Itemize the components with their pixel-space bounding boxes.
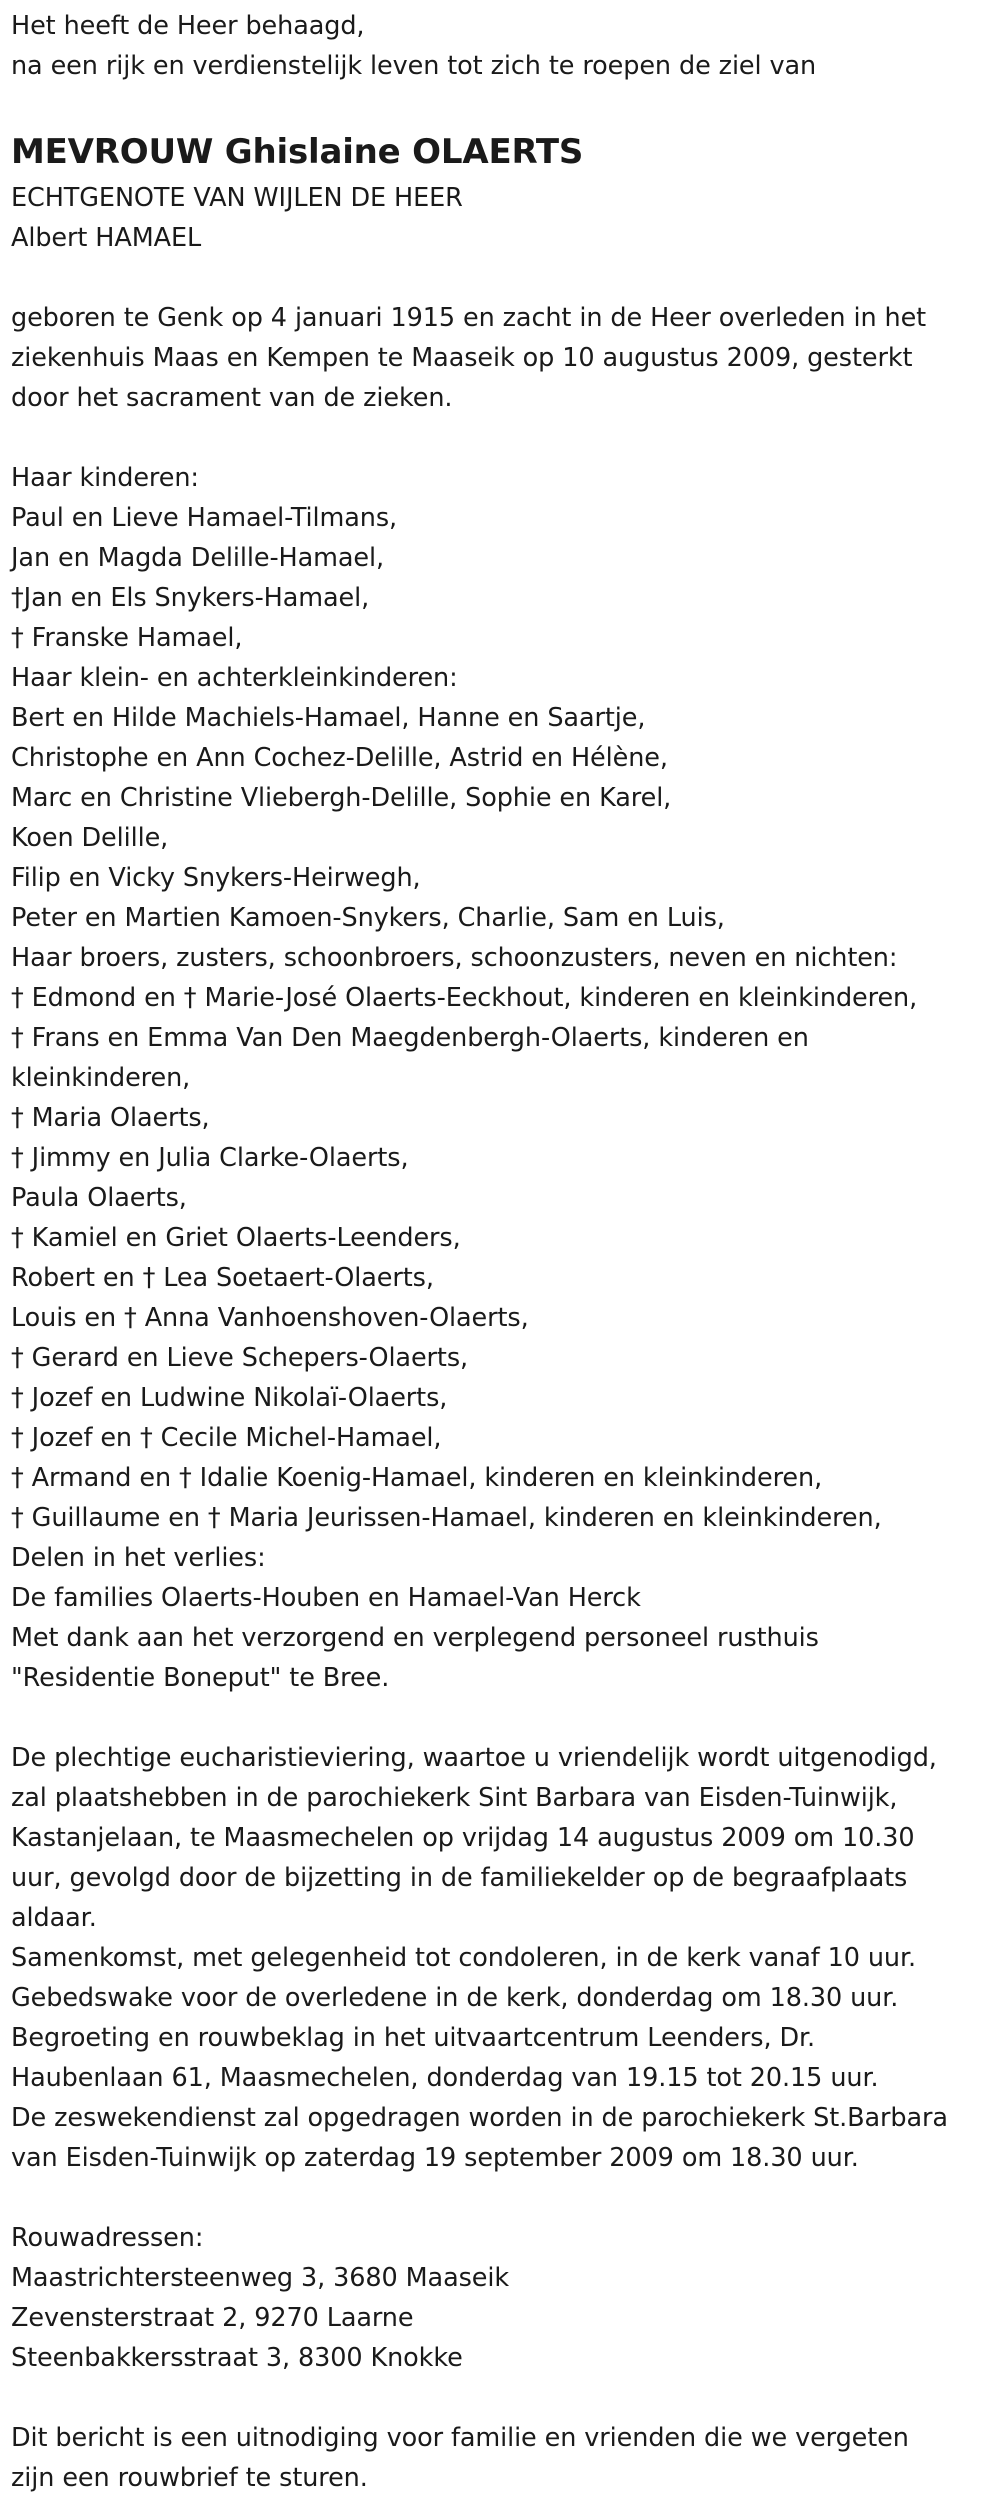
family-line: † Armand en † Idalie Koenig-Hamael, kinderen en kleinkinderen,	[11, 1463, 823, 1493]
family-line: Christophe en Ann Cochez-Delille, Astrid en Hélène,	[11, 743, 668, 773]
spouse-line: ECHTGENOTE VAN WIJLEN DE HEER	[11, 183, 463, 213]
ceremony-line: Kastanjelaan, te Maasmechelen op vrijdag 14 augustus 2009 om 10.30	[11, 1823, 915, 1853]
birth-death-line: geboren te Genk op 4 januari 1915 en zacht in de Heer overleden in het	[11, 303, 927, 333]
spacer	[11, 2178, 996, 2218]
ceremony-line: aldaar.	[11, 1903, 97, 1933]
ceremony-line: De plechtige eucharistieviering, waartoe u vriendelijk wordt uitgenodigd,	[11, 1743, 937, 1773]
family-line: "Residentie Boneput" te Bree.	[11, 1663, 390, 1693]
family-line: † Gerard en Lieve Schepers-Olaerts,	[11, 1343, 469, 1373]
ceremony-line: van Eisden-Tuinwijk op zaterdag 19 september 2009 om 18.30 uur.	[11, 2143, 859, 2173]
family-line: Haar klein- en achterkleinkinderen:	[11, 663, 458, 693]
family-line: † Guillaume en † Maria Jeurissen-Hamael, kinderen en kleinkinderen,	[11, 1503, 882, 1533]
family-line: Haar broers, zusters, schoonbroers, schoonzusters, neven en nichten:	[11, 943, 898, 973]
spacer	[11, 418, 996, 458]
spouse-name: Albert HAMAEL	[11, 223, 202, 253]
family-line: Paula Olaerts,	[11, 1183, 187, 1213]
closing-line: Dit bericht is een uitnodiging voor familie en vrienden die we vergeten	[11, 2423, 909, 2453]
family-line: † Franske Hamael,	[11, 623, 243, 653]
family-line: Bert en Hilde Machiels-Hamael, Hanne en Saartje,	[11, 703, 646, 733]
ceremony-line: Samenkomst, met gelegenheid tot condoleren, in de kerk vanaf 10 uur.	[11, 1943, 917, 1973]
family-line: Peter en Martien Kamoen-Snykers, Charlie, Sam en Luis,	[11, 903, 725, 933]
family-line: Marc en Christine Vliebergh-Delille, Sophie en Karel,	[11, 783, 672, 813]
spacer	[11, 1698, 996, 1738]
address-line: Maastrichtersteenweg 3, 3680 Maaseik	[11, 2263, 510, 2293]
family-line: Filip en Vicky Snykers-Heirwegh,	[11, 863, 421, 893]
family-line: De families Olaerts-Houben en Hamael-Van Herck	[11, 1583, 641, 1613]
ceremony-line: Gebedswake voor de overledene in de kerk, donderdag om 18.30 uur.	[11, 1983, 899, 2013]
deceased-name: MEVROUW Ghislaine OLAERTS	[11, 132, 584, 172]
ceremony-line: Begroeting en rouwbeklag in het uitvaartcentrum Leenders, Dr.	[11, 2023, 816, 2053]
ceremony-line: Haubenlaan 61, Maasmechelen, donderdag van 19.15 tot 20.15 uur.	[11, 2063, 879, 2093]
address-line: Zevensterstraat 2, 9270 Laarne	[11, 2303, 414, 2333]
death-notice	[11, 6, 996, 2498]
family-line: Jan en Magda Delille-Hamael,	[11, 543, 385, 573]
family-line: † Jozef en Ludwine Nikolaï-Olaerts,	[11, 1383, 448, 1413]
family-line: Met dank aan het verzorgend en verplegend personeel rusthuis	[11, 1623, 819, 1653]
family-line: Louis en † Anna Vanhoenshoven-Olaerts,	[11, 1303, 529, 1333]
family-line: Robert en † Lea Soetaert-Olaerts,	[11, 1263, 434, 1293]
family-line: † Edmond en † Marie-José Olaerts-Eeckhout, kinderen en kleinkinderen,	[11, 983, 918, 1013]
address-line: Steenbakkersstraat 3, 8300 Knokke	[11, 2343, 463, 2373]
family-line: Paul en Lieve Hamael-Tilmans,	[11, 503, 398, 533]
ceremony-line: De zeswekendienst zal opgedragen worden in de parochiekerk St.Barbara	[11, 2103, 948, 2133]
family-line: †Jan en Els Snykers-Hamael,	[11, 583, 370, 613]
family-line: † Maria Olaerts,	[11, 1103, 210, 1133]
family-line: Koen Delille,	[11, 823, 169, 853]
family-line: † Jimmy en Julia Clarke-Olaerts,	[11, 1143, 409, 1173]
family-line: † Jozef en † Cecile Michel-Hamael,	[11, 1423, 442, 1453]
spacer	[11, 258, 996, 298]
address-heading: Rouwadressen:	[11, 2223, 204, 2253]
family-line: Delen in het verlies:	[11, 1543, 266, 1573]
intro-line: Het heeft de Heer behaagd,	[11, 11, 365, 41]
closing-line: zijn een rouwbrief te sturen.	[11, 2463, 368, 2493]
family-line: kleinkinderen,	[11, 1063, 191, 1093]
birth-death-line: door het sacrament van de zieken.	[11, 383, 453, 413]
ceremony-line: zal plaatshebben in de parochiekerk Sint Barbara van Eisden-Tuinwijk,	[11, 1783, 898, 1813]
family-line: † Frans en Emma Van Den Maegdenbergh-Olaerts, kinderen en	[11, 1023, 809, 1053]
family-line: Haar kinderen:	[11, 463, 199, 493]
family-line: † Kamiel en Griet Olaerts-Leenders,	[11, 1223, 461, 1253]
intro-line: na een rijk en verdienstelijk leven tot zich te roepen de ziel van	[11, 51, 817, 81]
spacer	[11, 2378, 996, 2418]
ceremony-line: uur, gevolgd door de bijzetting in de familiekelder op de begraafplaats	[11, 1863, 908, 1893]
birth-death-line: ziekenhuis Maas en Kempen te Maaseik op 10 augustus 2009, gesterkt	[11, 343, 913, 373]
